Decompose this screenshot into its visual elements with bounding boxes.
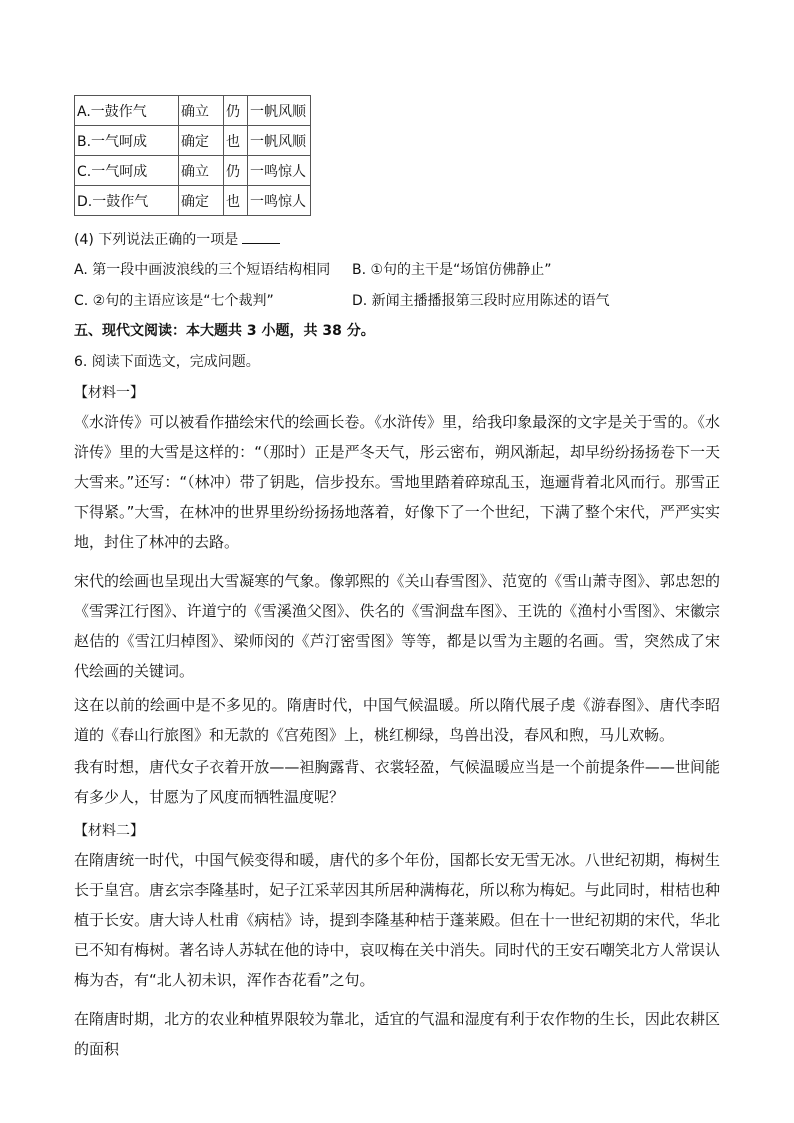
question-4-stem [74, 229, 280, 249]
table-cell: 确定 [179, 126, 224, 156]
question-4-text: (4) 下列说法正确的一项是 [74, 232, 239, 248]
table-cell: D.一鼓作气 [75, 186, 179, 216]
material-1-paragraph: 《水浒传》可以被看作描绘宋代的绘画长卷。《水浒传》里，给我印象最深的文字是关于雪的。《水浒传》里的大雪是这样的：“（那时）正是严冬天气，彤云密布，朔风渐起，却早纷纷扬扬卷下一天大雪来。”还写：“（林冲）带了钥匙，信步投东。雪地里踏着碎琼乱玉，迤逦背着北风而行。那雪正下得紧。”大雪，在林冲的世界里纷纷扬扬地落着，好像下了一个世纪，下满了整个宋代，严严实实地，封住了林冲的去路。 [74, 413, 720, 551]
material-1-paragraph: 这在以前的绘画中是不多见的。隋唐时代，中国气候温暖。所以隋代展子虔《游春图》、唐代李昭道的《春山行旅图》和无款的《宫苑图》上，桃红柳绿，鸟兽出没，春风和煦，马儿欢畅。 [74, 696, 720, 744]
section-5-heading: 五、现代文阅读：本大题共 3 小题，共 38 分。 [74, 323, 375, 339]
table-cell: 也 [224, 126, 248, 156]
material-2-paragraph: 在隋唐时期，北方的农业种植界限较为靠北，适宜的气温和湿度有利于农作物的生长，因此农耕区的面积 [74, 1010, 720, 1058]
question-4-option-d: D. 新闻主播播报第三段时应用陈述的语气 [352, 293, 610, 309]
table-cell: 仍 [224, 96, 248, 126]
table-cell: 仍 [224, 156, 248, 186]
answer-blank[interactable] [242, 231, 280, 244]
table-cell: 确立 [179, 156, 224, 186]
table-row [75, 156, 311, 186]
material-1-paragraph: 我有时想，唐代女子衣着开放——袒胸露背、衣裳轻盈，气候温暖应当是一个前提条件——世间能有多少人，甘愿为了风度而牺牲温度呢？ [74, 758, 720, 806]
table-cell: 确立 [179, 96, 224, 126]
table-cell: B.一气呵成 [75, 126, 179, 156]
options-table [74, 95, 311, 216]
question-6-stem: 6. 阅读下面选文，完成问题。 [74, 354, 260, 370]
table-cell: C.一气呵成 [75, 156, 179, 186]
table-row [75, 96, 311, 126]
table-cell: 也 [224, 186, 248, 216]
table-row [75, 126, 311, 156]
table-cell: 一帆风顺 [248, 126, 311, 156]
question-4-option-b: B. ①句的主干是“场馆仿佛静止” [352, 262, 552, 278]
table-cell: 一鸣惊人 [248, 156, 311, 186]
table-cell: 一鸣惊人 [248, 186, 311, 216]
table-cell: 一帆风顺 [248, 96, 311, 126]
material-2-heading: 【材料二】 [74, 823, 144, 839]
table-cell: A.一鼓作气 [75, 96, 179, 126]
table-row [75, 186, 311, 216]
question-4-option-a: A. 第一段中画波浪线的三个短语结构相同 [74, 262, 331, 278]
material-1-heading: 【材料一】 [74, 385, 144, 401]
material-2-paragraph: 在隋唐统一时代，中国气候变得和暖，唐代的多个年份，国都长安无雪无冰。八世纪初期，梅树生长于皇宫。唐玄宗李隆基时，妃子江采苹因其所居种满梅花，所以称为梅妃。与此同时，柑桔也种植于长安。唐大诗人杜甫《病桔》诗，提到李隆基种桔于蓬莱殿。但在十一世纪初期的宋代，华北已不知有梅树。著名诗人苏轼在他的诗中，哀叹梅在关中消失。同时代的王安石嘲笑北方人常误认梅为杏，有“北人初未识，浑作杏花看”之句。 [74, 851, 720, 989]
material-1-paragraph: 宋代的绘画也呈现出大雪凝寒的气象。像郭熙的《关山春雪图》、范宽的《雪山萧寺图》、郭忠恕的《雪霁江行图》、许道宁的《雪溪渔父图》、佚名的《雪涧盘车图》、王诜的《渔村小雪图》、宋徽宗赵佶的《雪江归棹图》、梁师闵的《芦汀密雪图》等等，都是以雪为主题的名画。雪，突然成了宋代绘画的关键词。 [74, 572, 720, 680]
question-4-option-c: C. ②句的主语应该是“七个裁判” [74, 293, 274, 309]
table-cell: 确定 [179, 186, 224, 216]
